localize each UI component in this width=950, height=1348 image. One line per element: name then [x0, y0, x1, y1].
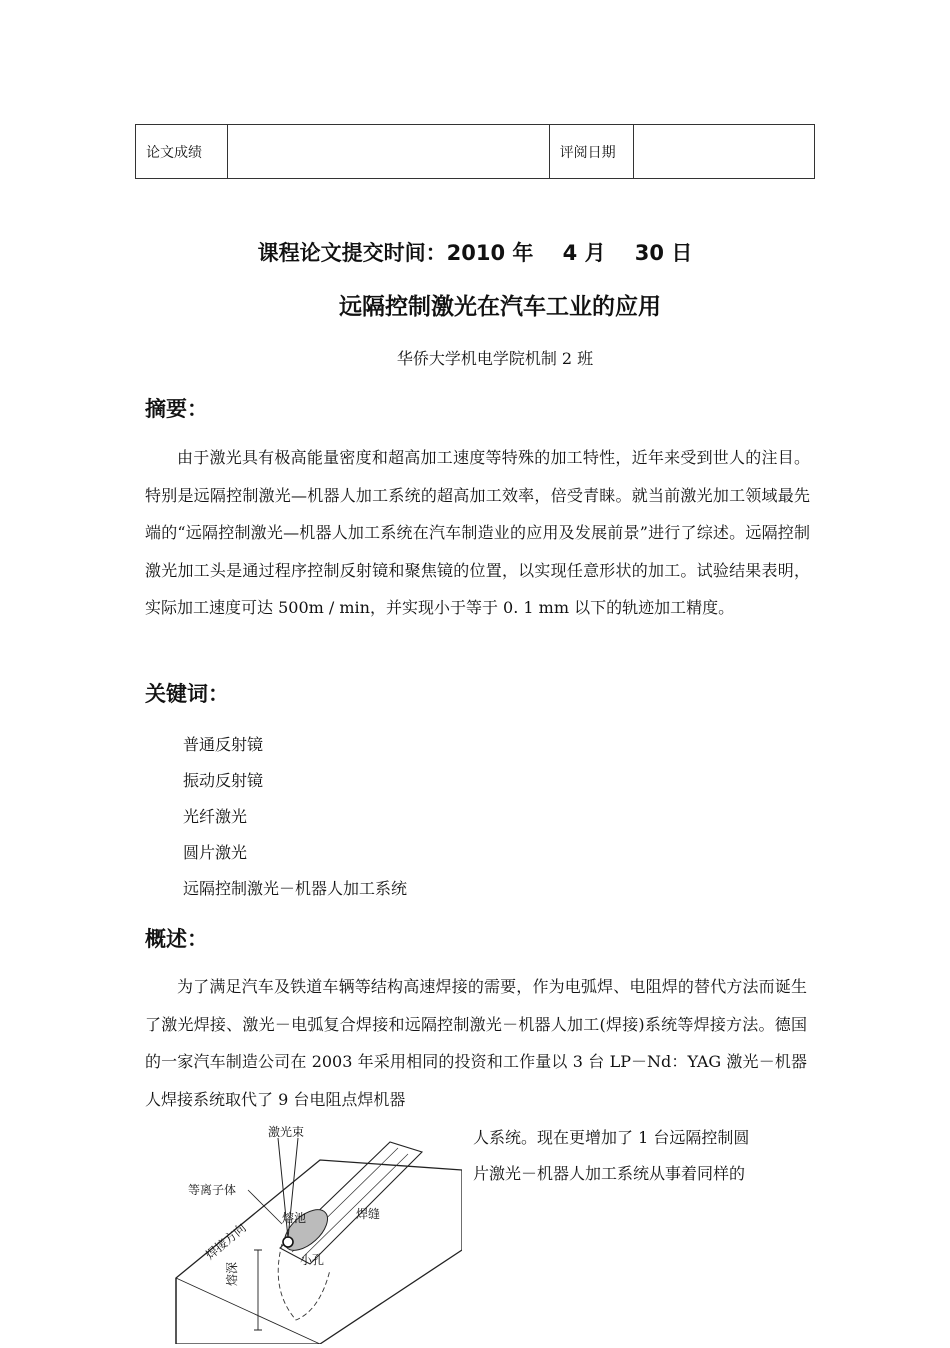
grade-table-row: [136, 125, 815, 179]
overview-text: 为了满足汽车及铁道车辆等结构高速焊接的需要，作为电弧焊、电阻焊的替代方法而诞生了激光焊接、激光－电弧复合焊接和远隔控制激光－机器人加工(焊接)系统等焊接方法。德国的一家汽车制造公司在 2003 年采用相同的投资和工作量以 3 台 LP－Nd：YAG 激光－机器人焊接系统取代了 9 台电阻点焊机器: [145, 977, 807, 1109]
keyhole-mark: [283, 1237, 293, 1247]
submission-time: 课程论文提交时间：2010 年 4 月 30 日: [257, 241, 693, 265]
label-laser-beam: 激光束: [268, 1125, 305, 1139]
paper-title: 远隔控制激光在汽车工业的应用: [339, 294, 661, 320]
keyhole-welding-figure: [170, 1120, 462, 1344]
keyword-item: 光纤激光: [183, 807, 248, 826]
keywords-heading: 关键词：: [145, 682, 229, 706]
review-date-label: 评阅日期: [549, 125, 633, 179]
workpiece-edge: [176, 1278, 320, 1344]
overview-line-beside-figure: 片激光－机器人加工系统从事着同样的: [473, 1164, 746, 1183]
keyword-item: 远隔控制激光－机器人加工系统: [183, 879, 408, 898]
review-date-value[interactable]: [633, 125, 814, 179]
keyword-item: 普通反射镜: [183, 735, 264, 754]
grade-table: [135, 124, 815, 179]
label-molten-pool: 熔池: [282, 1211, 307, 1225]
grade-label: 论文成绩: [136, 125, 228, 179]
keyword-item: 振动反射镜: [183, 771, 264, 790]
grade-value[interactable]: [228, 125, 549, 179]
keyword-item: 圆片激光: [183, 843, 248, 862]
abstract-heading: 摘要：: [145, 397, 208, 421]
label-weld-seam: 焊缝: [356, 1207, 381, 1221]
overview-line-beside-figure: 人系统。现在更增加了 1 台远隔控制圆: [473, 1128, 750, 1147]
label-welding-direction: 焊接方向: [202, 1220, 249, 1263]
label-plasma: 等离子体: [188, 1183, 237, 1197]
abstract-text: 由于激光具有极高能量密度和超高加工速度等特殊的加工特性，近年来受到世人的注目。特别是远隔控制激光—机器人加工系统的超高加工效率，倍受青睐。就当前激光加工领域最先端的“远隔控制激光—机器人加工系统在汽车制造业的应用及发展前景”进行了综述。远隔控制激光加工头是通过程序控制反射镜和聚焦镜的位置，以实现任意形状的加工。试验结果表明，实际加工速度可达 500m / min，并实现小于等于 0. 1 mm 以下的轨迹加工精度。: [145, 448, 810, 617]
depth-dimension: [254, 1250, 262, 1330]
keyword-list: [183, 727, 407, 907]
welding-diagram: [170, 1120, 462, 1344]
label-penetration-depth: 熔深: [225, 1261, 239, 1286]
overview-heading: 概述：: [145, 927, 208, 951]
label-keyhole: 小孔: [300, 1253, 325, 1267]
affiliation: 华侨大学机电学院机制 2 班: [396, 349, 594, 368]
